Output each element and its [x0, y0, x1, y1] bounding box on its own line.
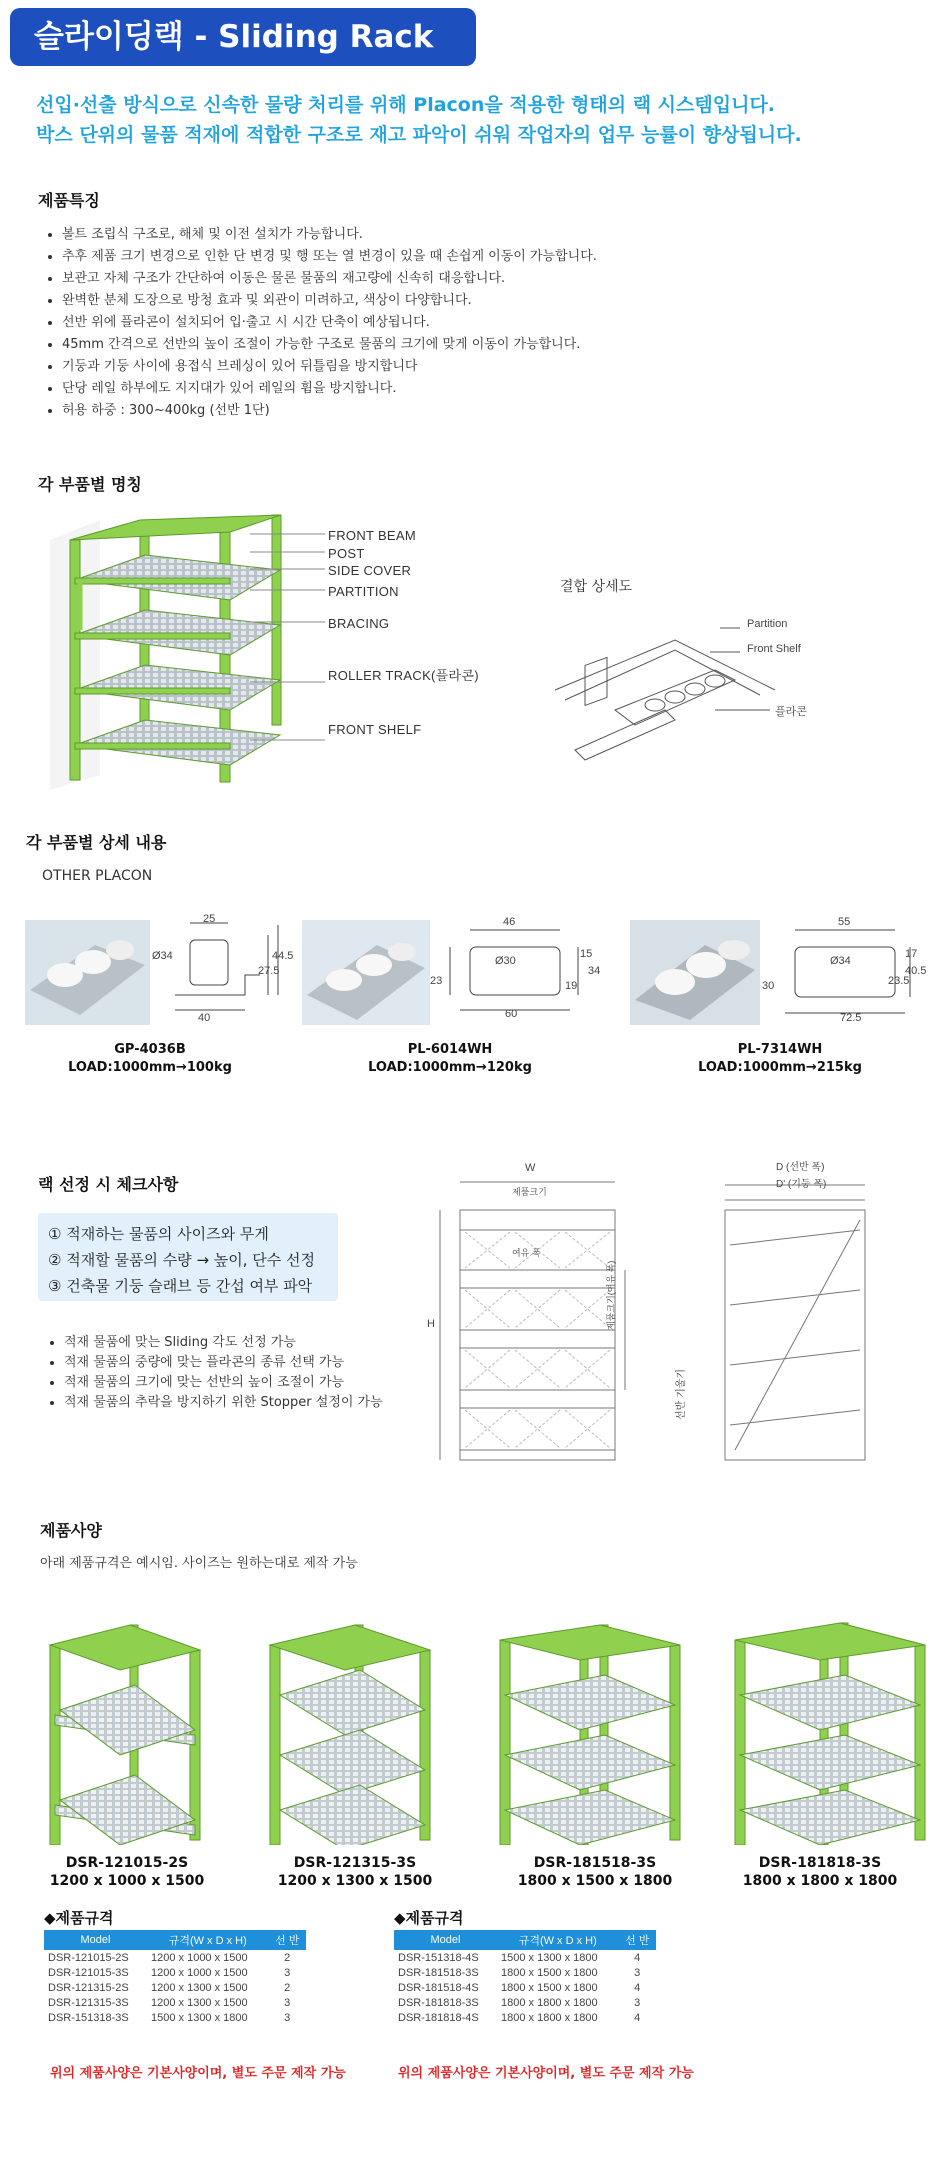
part-label: POST	[328, 546, 365, 561]
rack-photo	[50, 1625, 200, 1845]
column-header: 선 반	[268, 1930, 306, 1950]
leader-lines	[250, 530, 330, 760]
features-title: 제품특징	[38, 191, 100, 210]
table-row	[44, 1950, 306, 1965]
cell: DSR-121015-2S	[48, 1951, 129, 1964]
list-item: • 적재 물품에 맞는 Sliding 각도 선정 가능	[64, 1333, 444, 1353]
column-header: Model	[394, 1930, 497, 1950]
product-model: DSR-181818-3S	[758, 1855, 882, 1871]
detail-label: Partition	[747, 618, 788, 630]
detail-label: Front Shelf	[747, 643, 801, 655]
part-label: ROLLER TRACK(플라콘)	[328, 668, 479, 683]
placon-model: PL-6014WH	[407, 1042, 493, 1057]
dim-label: 44.5	[272, 950, 294, 962]
spec-table-left	[44, 1930, 306, 2025]
cell: 1200 x 1000 x 1500	[151, 1951, 248, 1964]
diagram-label: W	[525, 1162, 536, 1174]
part-label: FRONT SHELF	[328, 722, 422, 737]
table-row	[394, 2010, 656, 2025]
check-item: ③ 건축물 기둥 슬래브 등 간섭 여부 파악	[48, 1277, 313, 1295]
table-row	[44, 2010, 306, 2025]
product-size: 1800 x 1500 x 1800	[517, 1873, 673, 1889]
cell: DSR-181518-3S	[398, 1966, 479, 1979]
dim-label: 30	[762, 980, 775, 992]
cell: 3	[634, 1966, 641, 1979]
dim-label: 40	[198, 1012, 211, 1024]
spec-heading: ◆제품규격	[394, 1909, 464, 1927]
cell: 4	[634, 2011, 641, 2024]
rack-photo	[270, 1625, 430, 1845]
cell: 1500 x 1300 x 1800	[501, 1951, 598, 1964]
intro-line-1: 선입·선출 방식으로 신속한 물량 처리를 위해 Placon을 적용한 형태의 랙 시스템입니다.	[36, 94, 776, 116]
cell: DSR-121315-3S	[48, 1996, 129, 2009]
diagram-label: 제품크기(여유 폭)	[606, 1260, 616, 1330]
list-item: • 허용 하중 : 300~400kg (선반 1단)	[62, 400, 702, 422]
details-title: 각 부품별 상세 내용	[26, 833, 167, 852]
table-row	[44, 1965, 306, 1980]
dim-label: Ø34	[830, 955, 851, 967]
dim-label: 34	[588, 965, 601, 977]
table-row	[44, 1980, 306, 1995]
diagram-label: 선반 기울기	[676, 1368, 687, 1420]
list-item: • 보관고 자체 구조가 간단하여 이동은 물론 물품의 재고량에 신속히 대응합니다.	[62, 268, 702, 290]
cell: 1200 x 1000 x 1500	[151, 1966, 248, 1979]
column-header: 규격(W x D x H)	[497, 1930, 618, 1950]
part-label: BRACING	[328, 616, 390, 631]
placon-model: PL-7314WH	[737, 1042, 823, 1057]
part-label: PARTITION	[328, 584, 399, 599]
cell: DSR-181818-3S	[398, 1996, 479, 2009]
check-item: ① 적재하는 물품의 사이즈와 무게	[48, 1225, 269, 1243]
cell: DSR-121015-3S	[48, 1966, 129, 1979]
dim-label: 25	[203, 913, 216, 925]
column-header: Model	[44, 1930, 147, 1950]
list-item: • 완벽한 분체 도장으로 방청 효과 및 외관이 미려하고, 색상이 다양합니다.	[62, 290, 702, 312]
diagram-label: D' (기둥 폭)	[776, 1179, 827, 1190]
cell: 4	[634, 1951, 641, 1964]
list-item: • 적재 물품의 크기에 맞는 선반의 높이 조절이 가능	[64, 1373, 444, 1393]
placon-load: LOAD:1000mm→120kg	[368, 1060, 532, 1075]
intro-line-2: 박스 단위의 물품 적재에 적합한 구조로 재고 파악이 쉬워 작업자의 업무 능률이 향상됩니다.	[36, 124, 802, 146]
dim-label: 40.5	[905, 965, 927, 977]
list-item: • 45mm 간격으로 선반의 높이 조절이 가능한 구조로 물품의 크기에 맞게 이동이 가능합니다.	[62, 334, 702, 356]
cell: 1800 x 1500 x 1800	[501, 1966, 598, 1979]
checklist-box	[38, 1213, 338, 1301]
dim-label: 60	[505, 1008, 518, 1020]
list-item: • 기둥과 기둥 사이에 용접식 브레싱이 있어 뒤틀림을 방지합니다	[62, 356, 702, 378]
side-view-diagram	[690, 1170, 890, 1470]
table-row	[44, 1995, 306, 2010]
details-subtitle: OTHER PLACON	[42, 868, 153, 884]
features-list	[40, 224, 702, 422]
list-item: • 선반 위에 플라콘이 설치되어 입·출고 시 시간 단축이 예상됩니다.	[62, 312, 702, 334]
checklist-bullets	[44, 1333, 444, 1413]
placon-photo	[630, 920, 760, 1025]
spec-heading: ◆제품규격	[44, 1909, 114, 1927]
parts-title: 각 부품별 명칭	[38, 475, 142, 494]
placon-load: LOAD:1000mm→100kg	[68, 1060, 232, 1075]
cell: 2	[284, 1951, 291, 1964]
cell: 1800 x 1800 x 1800	[501, 1996, 598, 2009]
rack-photo	[735, 1623, 925, 1845]
table-row	[394, 1980, 656, 1995]
cell: 3	[284, 1966, 291, 1979]
product-model: DSR-121015-2S	[65, 1855, 189, 1871]
dim-label: 23.5	[888, 975, 910, 987]
dim-label: 17	[905, 948, 918, 960]
cell: 2	[284, 1981, 291, 1994]
list-item: • 적재 물품의 중량에 맞는 플라콘의 종류 선택 가능	[64, 1353, 444, 1373]
product-model: DSR-181518-3S	[533, 1855, 657, 1871]
cell: 3	[284, 2011, 291, 2024]
diagram-label: 제품크기	[512, 1187, 547, 1197]
cell: 3	[634, 1996, 641, 2009]
cell: 4	[634, 1981, 641, 1994]
cell: 1200 x 1300 x 1500	[151, 1981, 248, 1994]
dim-label: Ø34	[152, 950, 173, 962]
detail-label: 플라콘	[775, 706, 807, 718]
front-view-diagram	[430, 1170, 630, 1470]
spec-footnote: 위의 제품사양은 기본사양이며, 별도 주문 제작 가능	[398, 2066, 694, 2081]
product-photos	[0, 1605, 945, 1845]
cell: 1200 x 1300 x 1500	[151, 1996, 248, 2009]
list-item: • 볼트 조립식 구조로, 해체 및 이전 설치가 가능합니다.	[62, 224, 702, 246]
dim-label: 46	[503, 916, 516, 928]
placon-photo	[25, 920, 150, 1025]
list-item: • 추후 제품 크기 변경으로 인한 단 변경 및 행 또는 열 변경이 있을 때 손쉽게 이동이 가능합니다.	[62, 246, 702, 268]
cell: DSR-121315-2S	[48, 1981, 129, 1994]
placon-model: GP-4036B	[114, 1042, 186, 1057]
dim-label: 55	[838, 916, 851, 928]
diagram-label: H	[427, 1318, 435, 1330]
part-label: FRONT BEAM	[328, 528, 416, 543]
cell: DSR-151318-4S	[398, 1951, 479, 1964]
cell: 1800 x 1500 x 1800	[501, 1981, 598, 1994]
cell: DSR-181818-4S	[398, 2011, 479, 2024]
placon-photo	[302, 920, 430, 1025]
page-title: 슬라이딩랙 - Sliding Rack	[10, 8, 476, 66]
dim-label: 23	[430, 975, 443, 987]
diagram-label: 여유 폭	[512, 1248, 541, 1258]
product-size: 1200 x 1300 x 1500	[277, 1873, 433, 1889]
detail-title: 결합 상세도	[560, 579, 633, 595]
table-row	[394, 1995, 656, 2010]
dim-label: 72.5	[840, 1012, 862, 1024]
product-size: 1200 x 1000 x 1500	[49, 1873, 205, 1889]
check-item: ② 적재할 물품의 수량 → 높이, 단수 선정	[48, 1251, 316, 1269]
cell: DSR-151318-3S	[48, 2011, 129, 2024]
cell: 1800 x 1800 x 1800	[501, 2011, 598, 2024]
cell: DSR-181518-4S	[398, 1981, 479, 1994]
dim-label: Ø30	[495, 955, 516, 967]
table-row	[394, 1965, 656, 1980]
diagram-label: D (선반 폭)	[776, 1162, 825, 1173]
product-size: 1800 x 1800 x 1800	[742, 1873, 898, 1889]
products-title: 제품사양	[40, 1521, 102, 1540]
list-item: • 단당 레일 하부에도 지지대가 있어 레일의 휨을 방지합니다.	[62, 378, 702, 400]
dim-label: 27.5	[258, 965, 280, 977]
dim-label: 15	[580, 948, 593, 960]
table-row	[394, 1950, 656, 1965]
list-item: • 적재 물품의 추락을 방지하기 위한 Stopper 설정이 가능	[64, 1393, 444, 1413]
rack-photo	[500, 1625, 680, 1845]
spec-table-right	[394, 1930, 656, 2025]
column-header: 선 반	[618, 1930, 656, 1950]
column-header: 규격(W x D x H)	[147, 1930, 268, 1950]
products-note: 아래 제품규격은 예시임. 사이즈는 원하는대로 제작 가능	[40, 1556, 358, 1571]
checklist-title: 랙 선정 시 체크사항	[38, 1175, 179, 1194]
part-label: SIDE COVER	[328, 563, 412, 578]
cell: 3	[284, 1996, 291, 2009]
placon-load: LOAD:1000mm→215kg	[698, 1060, 862, 1075]
dim-label: 19	[565, 980, 578, 992]
product-model: DSR-121315-3S	[293, 1855, 417, 1871]
spec-footnote: 위의 제품사양은 기본사양이며, 별도 주문 제작 가능	[50, 2066, 346, 2081]
cell: 1500 x 1300 x 1800	[151, 2011, 248, 2024]
